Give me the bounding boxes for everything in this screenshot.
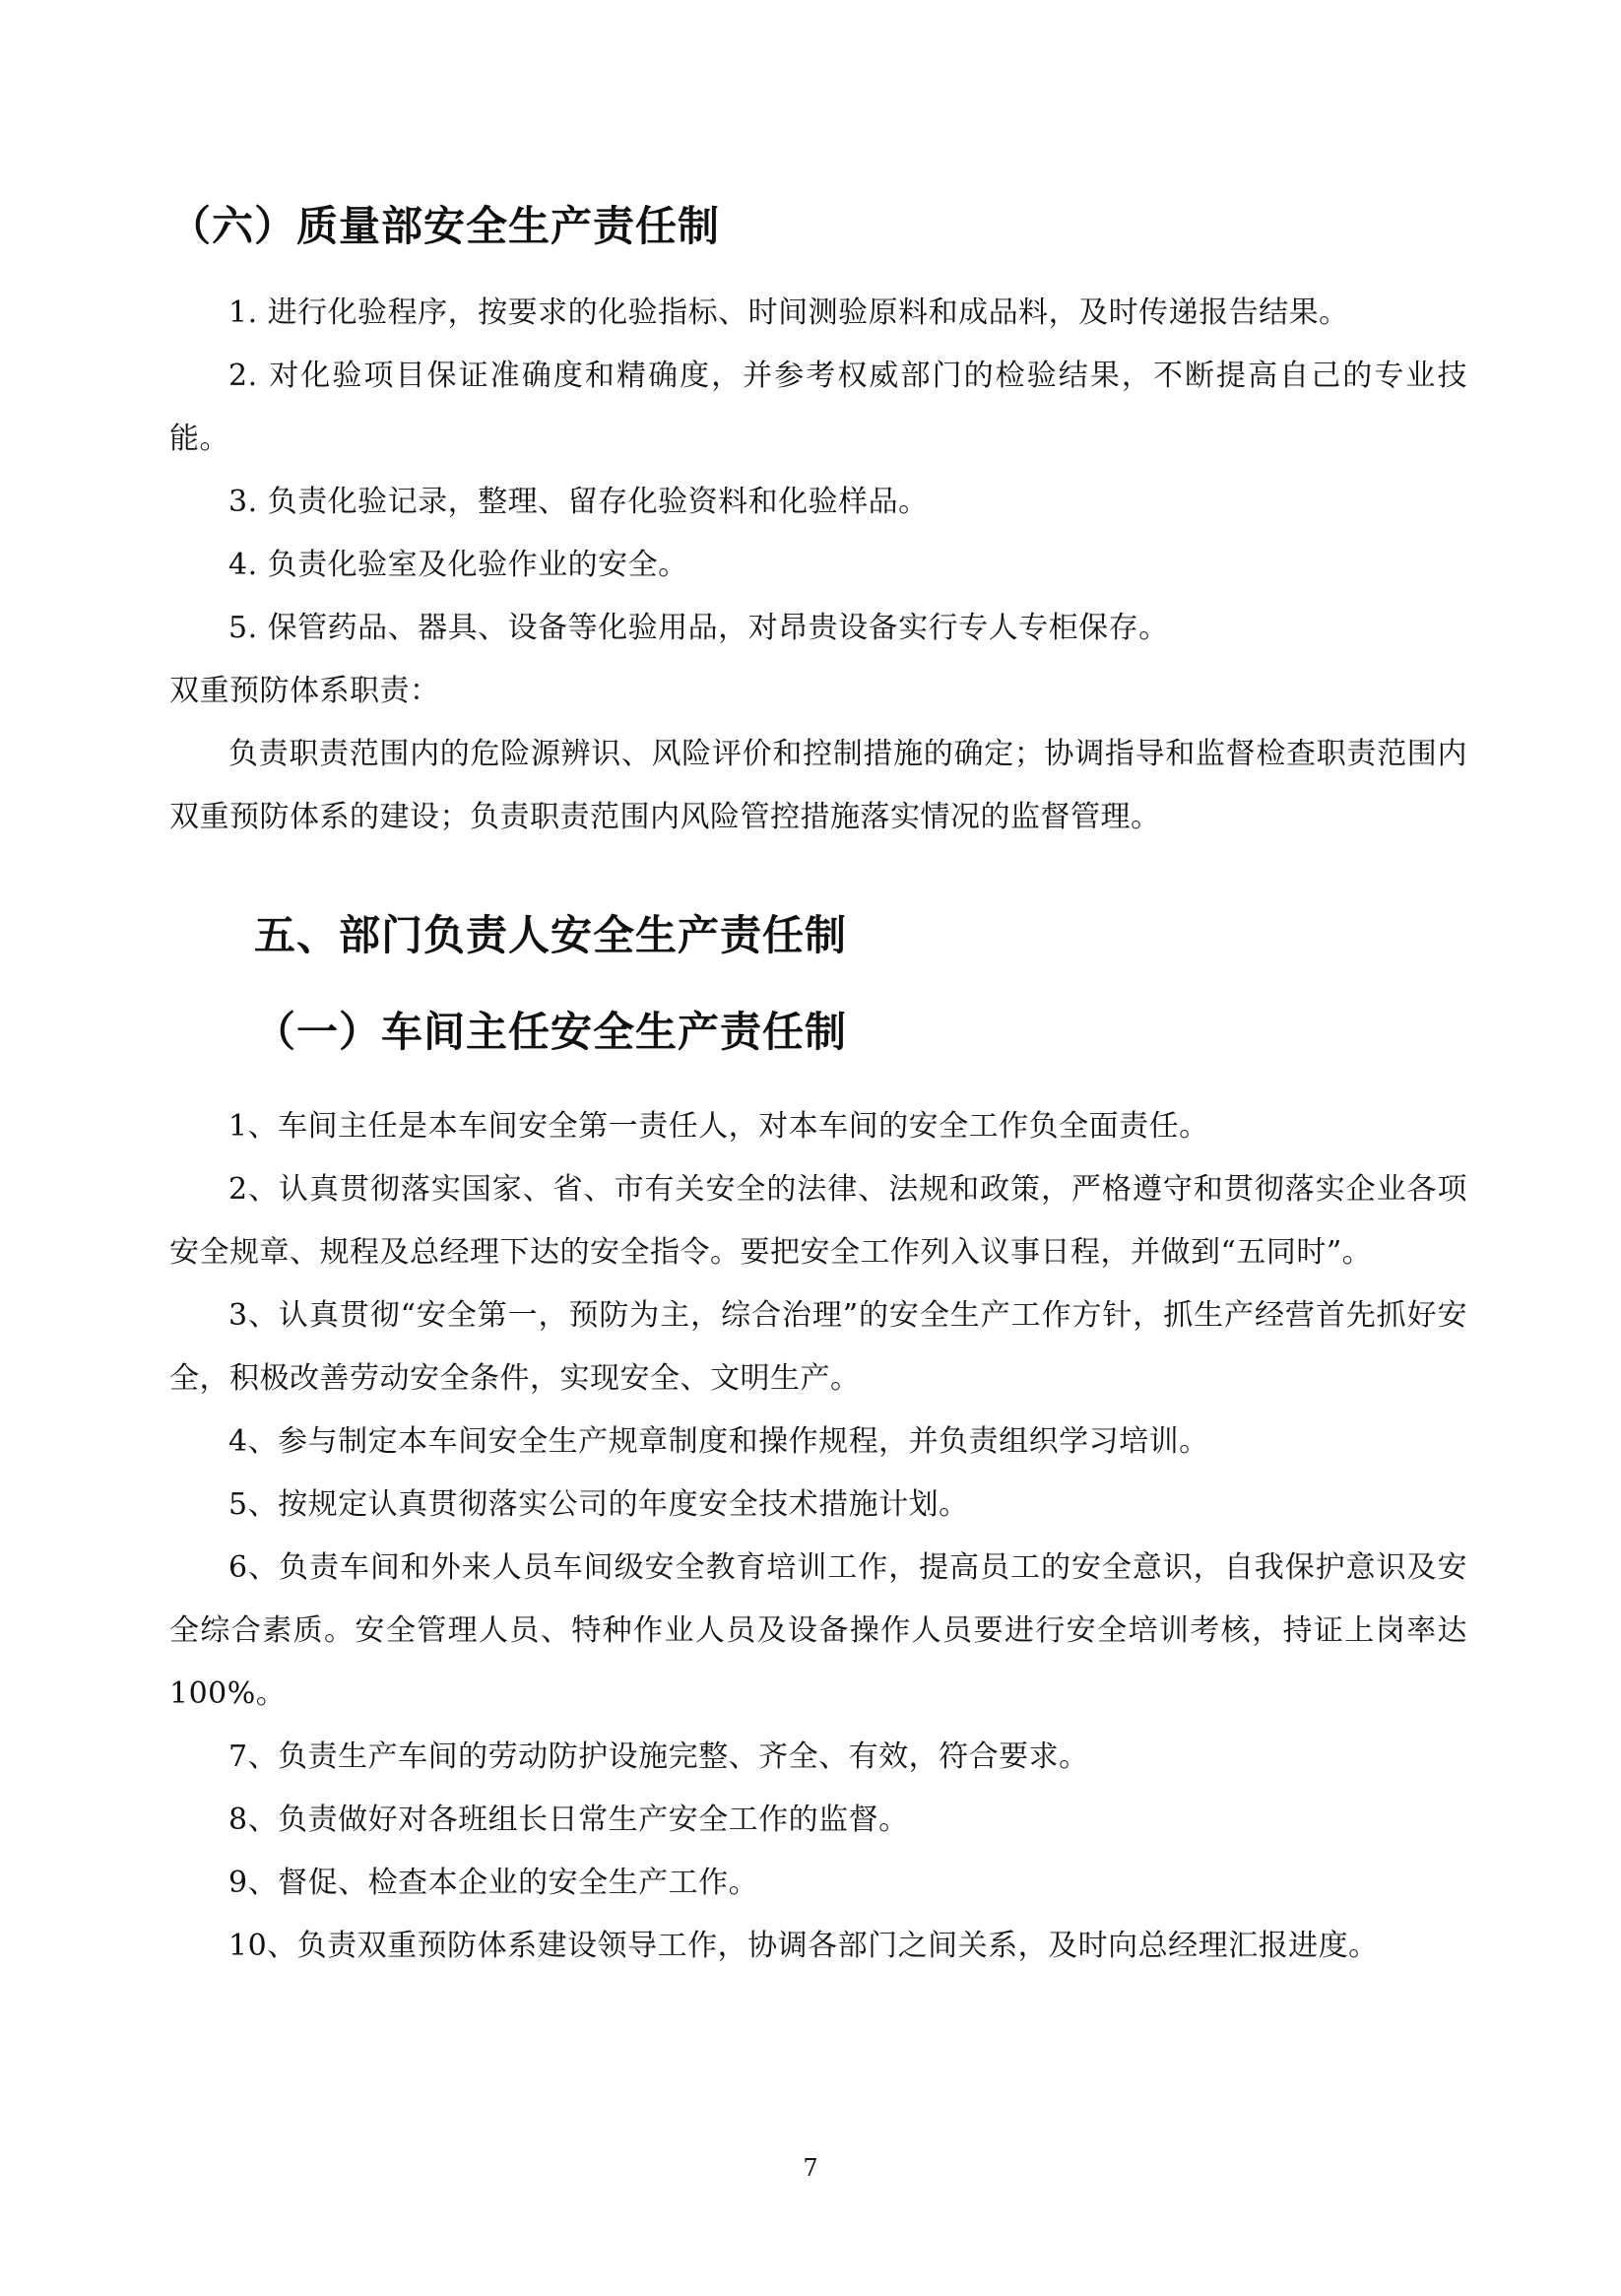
section-six-item-5: 5. 保管药品、器具、设备等化验用品，对昂贵设备实行专人专柜保存。 [228, 611, 1169, 645]
workshop-item-4: 4、参与制定本车间安全生产规章制度和操作规程，并负责组织学习培训。 [228, 1424, 1209, 1459]
section-six-item-1: 1. 进行化验程序，按要求的化验指标、时间测验原料和成品料，及时传递报告结果。 [228, 295, 1349, 330]
section-five-sub-heading: （一）车间主任安全生产责任制 [254, 1008, 848, 1056]
section-five-body [169, 1095, 1467, 1978]
workshop-item-1: 1、车间主任是本车间安全第一责任人，对本车间的安全工作负全面责任。 [228, 1109, 1209, 1144]
workshop-item-9: 9、督促、检查本企业的安全生产工作。 [228, 1866, 759, 1900]
workshop-item-3: 3、认真贯彻“安全第一，预防为主，综合治理”的安全生产工作方针，抓生产经营首先抓好安全，积极改善劳动安全条件，实现安全、文明生产。 [169, 1298, 1467, 1396]
section-six-item-3: 3. 负责化验记录，整理、留存化验资料和化验样品。 [228, 485, 929, 519]
section-six-item-4: 4. 负责化验室及化验作业的安全。 [228, 548, 688, 582]
dual-prevention-label: 双重预防体系职责： [169, 674, 440, 708]
page-content [169, 197, 1467, 1978]
workshop-item-10: 10、负责双重预防体系建设领导工作，协调各部门之间关系，及时向总经理汇报进度。 [228, 1929, 1379, 1963]
section-five-heading: 五、部门负责人安全生产责任制 [254, 911, 848, 959]
section-six-heading: （六）质量部安全生产责任制 [169, 202, 721, 250]
page-number: 7 [803, 2154, 818, 2182]
dual-prevention-text: 负责职责范围内的危险源辨识、风险评价和控制措施的确定；协调指导和监督检查职责范围内双重预防体系的建设；负责职责范围内风险管控措施落实情况的监督管理。 [169, 737, 1467, 834]
workshop-item-7: 7、负责生产车间的劳动防护设施完整、齐全、有效，符合要求。 [228, 1739, 1089, 1774]
workshop-item-8: 8、负责做好对各班组长日常生产安全工作的监督。 [228, 1803, 909, 1837]
workshop-item-5: 5、按规定认真贯彻落实公司的年度安全技术措施计划。 [228, 1487, 969, 1522]
workshop-item-6: 6、负责车间和外来人员车间级安全教育培训工作，提高员工的安全意识，自我保护意识及安全综合素质。安全管理人员、特种作业人员及设备操作人员要进行安全培训考核，持证上岗率达 100%。 [169, 1550, 1467, 1711]
section-six-body [169, 282, 1467, 849]
workshop-item-2: 2、认真贯彻落实国家、省、市有关安全的法律、法规和政策，严格遵守和贯彻落实企业各项安全规章、规程及总经理下达的安全指令。要把安全工作列入议事日程，并做到“五同时”。 [169, 1172, 1467, 1270]
section-six-item-2: 2. 对化验项目保证准确度和精确度，并参考权威部门的检验结果，不断提高自己的专业技能。 [169, 359, 1467, 456]
